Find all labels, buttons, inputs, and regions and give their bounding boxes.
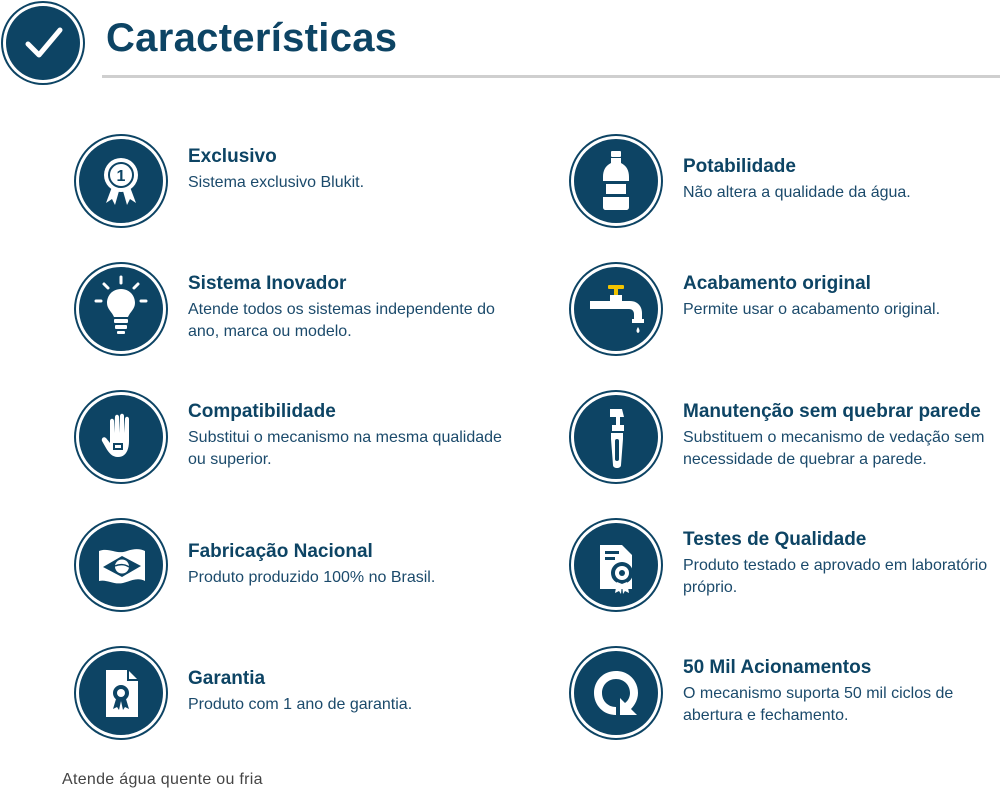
feature-title: Manutenção sem quebrar parede (683, 401, 981, 422)
title-divider (102, 75, 1000, 78)
checkmark-icon (6, 6, 80, 80)
svg-text:1: 1 (116, 168, 126, 185)
feature-title: Exclusivo (188, 146, 277, 167)
feature-description: O mecanismo suporta 50 mil ciclos de abertura e fechamento. (683, 685, 954, 724)
feature-description: Sistema exclusivo Blukit. (188, 174, 365, 191)
cycle-arrow-icon (574, 651, 658, 735)
header-badge (6, 6, 80, 80)
faucet-icon (574, 267, 658, 351)
feature-title: Sistema Inovador (188, 273, 347, 294)
footer-note: Atende água quente ou fria (62, 771, 263, 788)
feature-description: Substitui o mecanismo na mesma qualidade ou superior. (188, 429, 502, 468)
page-title: Características (106, 16, 398, 60)
feature-title: Acabamento original (683, 273, 871, 294)
warranty-document-icon (79, 651, 163, 735)
pipe-wrench-icon (574, 395, 658, 479)
water-bottle-icon (574, 139, 658, 223)
feature-title: Potabilidade (683, 156, 796, 177)
feature-title: Garantia (188, 668, 266, 689)
feature-description: Produto testado e aprovado em laboratório próprio. (683, 557, 988, 596)
quality-certificate-icon (574, 523, 658, 607)
feature-description: Produto com 1 ano de garantia. (188, 696, 413, 713)
feature-description: Não altera a qualidade da água. (683, 184, 911, 201)
feature-description: Substituem o mecanismo de vedação sem necessidade de quebrar a parede. (683, 429, 985, 468)
light-bulb-icon (79, 267, 163, 351)
feature-description: Atende todos os sistemas independente do ano, marca ou modelo. (188, 301, 495, 340)
feature-description: Produto produzido 100% no Brasil. (188, 569, 436, 586)
feature-title: 50 Mil Acionamentos (683, 657, 872, 678)
feature-title: Testes de Qualidade (683, 529, 867, 550)
feature-title: Fabricação Nacional (188, 541, 373, 562)
hand-icon (79, 395, 163, 479)
award-ribbon-icon (79, 139, 163, 223)
feature-title: Compatibilidade (188, 401, 336, 422)
brazil-flag-icon (79, 523, 163, 607)
feature-description: Permite usar o acabamento original. (683, 301, 941, 318)
